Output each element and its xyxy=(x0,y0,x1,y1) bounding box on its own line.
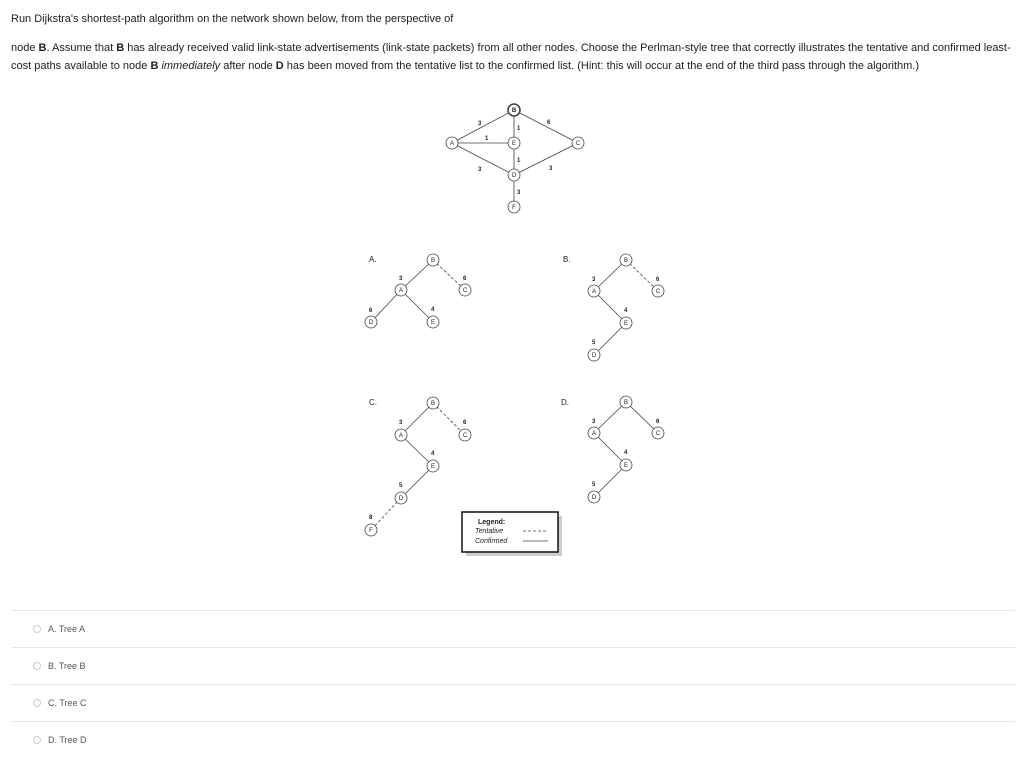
svg-text:B: B xyxy=(623,400,629,406)
svg-text:A: A xyxy=(398,433,404,439)
radio-option-d[interactable] xyxy=(33,736,41,744)
svg-text:C: C xyxy=(655,289,661,295)
svg-text:4: 4 xyxy=(624,450,628,456)
svg-text:4: 4 xyxy=(431,451,435,457)
radio-option-a[interactable] xyxy=(33,625,41,633)
svg-text:D: D xyxy=(368,320,374,326)
svg-text:D: D xyxy=(398,496,404,502)
option-label: B. Tree B xyxy=(48,661,86,671)
tree-c xyxy=(365,397,471,536)
svg-text:3: 3 xyxy=(399,276,403,282)
tree-a-label: A. xyxy=(369,255,377,264)
svg-text:E: E xyxy=(623,321,629,327)
svg-text:B: B xyxy=(623,258,629,264)
svg-text:8: 8 xyxy=(369,515,373,521)
legend-confirmed: Confirmed xyxy=(475,538,508,545)
network-node-f-label: F xyxy=(512,205,516,211)
svg-text:3: 3 xyxy=(592,419,596,425)
svg-text:3: 3 xyxy=(592,277,596,283)
legend-title: Legend: xyxy=(478,519,506,526)
svg-text:1: 1 xyxy=(485,136,489,142)
svg-text:A: A xyxy=(591,289,597,295)
answer-options xyxy=(11,610,1015,758)
svg-text:3: 3 xyxy=(478,167,482,173)
option-tree-b[interactable] xyxy=(11,647,1015,684)
svg-text:5: 5 xyxy=(592,482,596,488)
network-graph xyxy=(449,110,578,207)
svg-text:3: 3 xyxy=(478,121,482,127)
tree-b-label: B. xyxy=(563,255,571,264)
svg-text:E: E xyxy=(430,464,436,470)
network-node-a-label: A xyxy=(449,141,455,147)
svg-text:B: B xyxy=(430,401,436,407)
svg-text:E: E xyxy=(623,463,629,469)
network-costs xyxy=(478,120,553,196)
question-body: node B. Assume that B has already received valid link-state advertisements (link-state packets) from all other nodes. Choose the Perlman-style tree that correctly illustrates the tentative and confirmed least-cost paths available to node B immediately after node D has been moved from the tentative list to the confirmed list. (Hint: this will occur at the end of the third pass through the algorithm.) xyxy=(11,42,1011,72)
svg-text:6: 6 xyxy=(656,419,660,425)
network-node-b-label: B xyxy=(511,108,517,114)
tree-b xyxy=(563,254,664,361)
network-node-e-label: E xyxy=(511,141,517,147)
question-title: Run Dijkstra's shortest-path algorithm on the network shown below, from the perspective of xyxy=(11,13,454,25)
svg-text:6: 6 xyxy=(656,277,660,283)
svg-text:4: 4 xyxy=(431,307,435,313)
svg-text:D: D xyxy=(591,353,597,359)
svg-text:3: 3 xyxy=(549,166,553,172)
option-tree-d[interactable] xyxy=(11,721,1015,758)
svg-text:5: 5 xyxy=(399,483,403,489)
svg-text:6: 6 xyxy=(463,276,467,282)
svg-text:6: 6 xyxy=(547,120,551,126)
tree-a xyxy=(365,254,471,328)
svg-text:4: 4 xyxy=(624,308,628,314)
svg-text:1: 1 xyxy=(517,158,521,164)
option-label: C. Tree C xyxy=(48,698,87,708)
svg-text:A: A xyxy=(398,288,404,294)
svg-text:F: F xyxy=(369,528,373,534)
radio-option-c[interactable] xyxy=(33,699,41,707)
option-tree-a[interactable] xyxy=(11,610,1015,647)
option-label: D. Tree D xyxy=(48,735,87,745)
svg-text:E: E xyxy=(430,320,436,326)
network-node-d-label: D xyxy=(511,173,517,179)
option-label: A. Tree A xyxy=(48,624,86,634)
svg-text:C: C xyxy=(655,431,661,437)
svg-text:3: 3 xyxy=(399,420,403,426)
svg-text:6: 6 xyxy=(369,308,373,314)
tree-d-label: D. xyxy=(561,398,569,407)
svg-text:C: C xyxy=(462,433,468,439)
network-node-c-label: C xyxy=(575,141,581,147)
legend-tentative: Tentative xyxy=(475,528,504,535)
network-nodes xyxy=(446,104,584,213)
svg-text:3: 3 xyxy=(517,190,521,196)
legend xyxy=(462,512,562,556)
svg-text:B: B xyxy=(430,258,436,264)
svg-text:C: C xyxy=(462,288,468,294)
svg-text:6: 6 xyxy=(463,420,467,426)
svg-text:A: A xyxy=(591,431,597,437)
svg-text:D: D xyxy=(591,495,597,501)
option-tree-c[interactable] xyxy=(11,684,1015,721)
svg-text:5: 5 xyxy=(592,340,596,346)
svg-text:1: 1 xyxy=(517,126,521,132)
tree-c-label: C. xyxy=(369,398,377,407)
radio-option-b[interactable] xyxy=(33,662,41,670)
tree-d xyxy=(561,396,664,503)
